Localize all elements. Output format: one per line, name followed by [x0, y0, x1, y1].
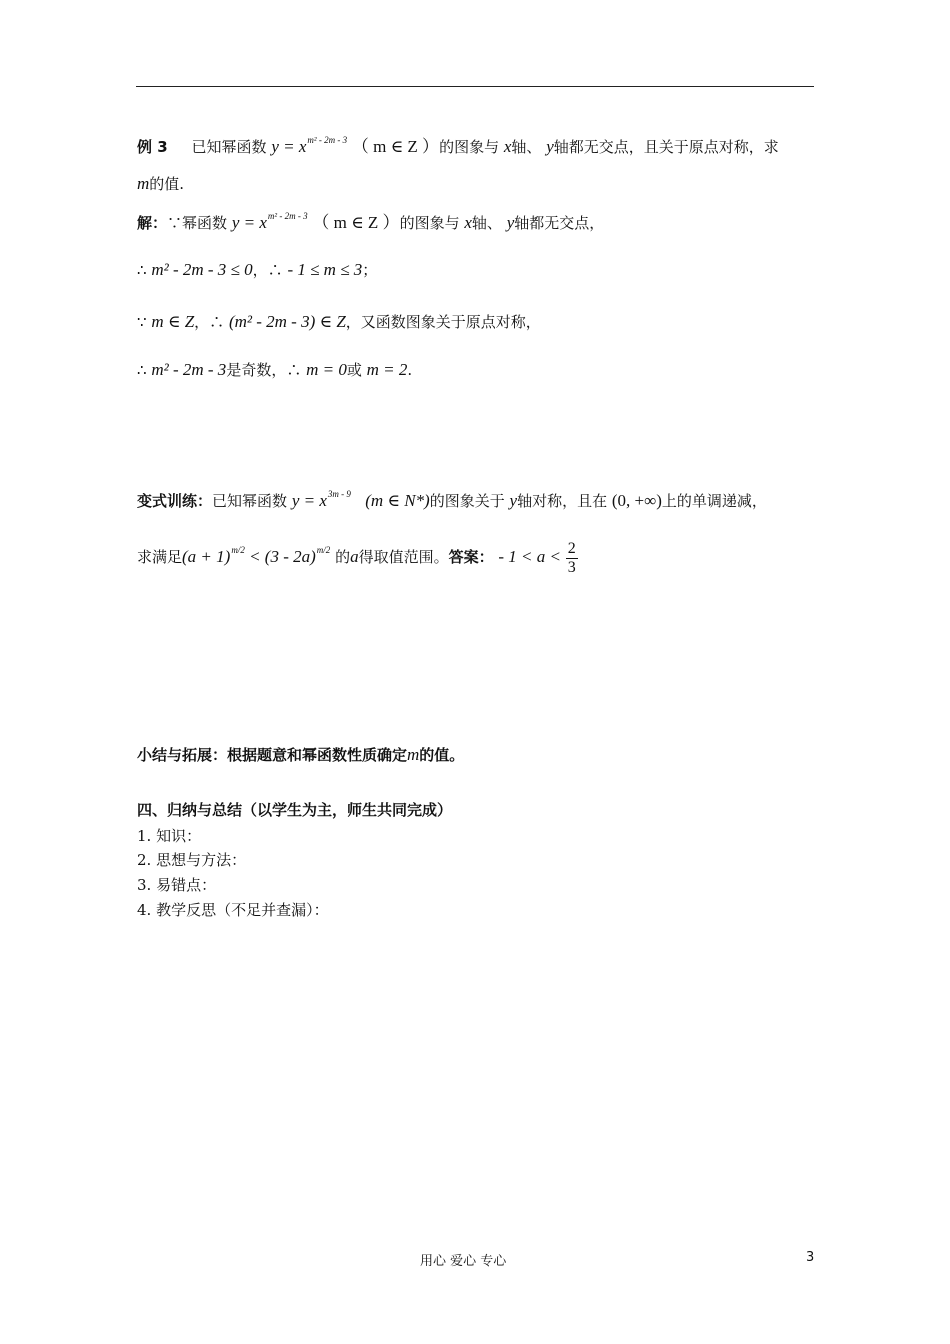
formula-base: y = x [271, 137, 307, 156]
solution-text: . [407, 361, 413, 379]
solution-text: 轴、 [471, 214, 502, 232]
therefore-symbol: ∴ [137, 361, 147, 379]
m-in-z: m ∈ Z [151, 312, 195, 331]
m-variable: m [407, 745, 420, 764]
footer-text: 用心 爱心 专心 [420, 1254, 507, 1269]
answer-fraction [566, 540, 578, 577]
solution-text: ，又函数图象关于原点对称， [345, 313, 541, 331]
variant-text: 轴对称，且在 [517, 492, 608, 510]
exponent-expression: m² - 2m - 3 [151, 360, 227, 379]
solution-label: 解： [137, 214, 168, 232]
formula-exponent: m² - 2m - 3 [307, 135, 348, 145]
formula-condition: （ m ∈ Z ） [351, 137, 440, 156]
section-4-title: 四、归纳与总结（以学生为主，师生共同完成） [137, 801, 453, 819]
fraction-numerator: 2 [567, 539, 576, 557]
solution-text: ∵幂函数 [167, 214, 228, 232]
therefore-symbol: ∴ [137, 261, 147, 279]
solution-text: 的图象与 [399, 214, 460, 232]
variant-text: 的 [335, 548, 351, 566]
page-number: 3 [806, 1250, 815, 1265]
inequality-expression [182, 547, 330, 566]
example-3-line-2 [137, 174, 184, 194]
example-text: 轴都无交点，且关于原点对称，求 [553, 138, 779, 156]
x-variable: x [464, 213, 472, 232]
variant-line-1 [137, 484, 767, 511]
answer-m-2: m = 2 [366, 360, 408, 379]
m-variable: m [137, 174, 150, 193]
summary-line [137, 745, 464, 765]
answer-label: 答案： [448, 548, 494, 566]
header-rule [136, 86, 814, 87]
solution-text: ； [362, 261, 378, 279]
formula-exponent: m² - 2m - 3 [267, 211, 308, 221]
exponent-in-z: (m² - 2m - 3) ∈ Z [228, 312, 346, 331]
summary-text: 小结与拓展：根据题意和幂函数性质确定 [137, 746, 408, 764]
section-4-item: 2. 思想与方法： [137, 851, 247, 869]
because-symbol: ∵ [137, 313, 147, 331]
example-text: 的图象与 [439, 138, 500, 156]
variant-text: 得取值范围。 [358, 548, 449, 566]
y-variable: y [506, 213, 515, 232]
section-4-item: 3. 易错点： [137, 876, 217, 894]
formula-exponent: 3m - 9 [327, 489, 351, 499]
x-variable: x [503, 137, 512, 156]
formula-condition: （ m ∈ Z ） [312, 213, 400, 232]
variant-line-2 [137, 530, 578, 577]
solution-formula [232, 213, 308, 232]
y-variable: y [509, 491, 518, 510]
example-text: 的值. [149, 175, 185, 193]
fraction-denominator: 3 [567, 558, 576, 576]
example-label: 例 3 [137, 138, 168, 156]
inequality-1: m² - 2m - 3 ≤ 0 [151, 260, 253, 279]
example-text: 轴、 [511, 138, 542, 156]
section-4-item: 4. 教学反思（不足并查漏）： [137, 901, 329, 919]
solution-line-2 [137, 260, 377, 280]
a-variable: a [350, 547, 359, 566]
ineq-right: < (3 - 2a) [244, 547, 316, 566]
ineq-left: (a + 1) [182, 547, 231, 566]
power-function-formula [271, 137, 347, 156]
solution-line-3 [137, 312, 541, 332]
section-4-item: 1. 知识： [137, 827, 202, 845]
therefore-symbol: ，∴ [194, 313, 225, 331]
variant-text: 求满足 [137, 548, 183, 566]
answer-expression: - 1 < a < [498, 547, 561, 566]
example-text: 已知幂函数 [191, 138, 267, 156]
variant-label: 变式训练： [137, 492, 213, 510]
interval: (0, +∞) [611, 491, 662, 510]
formula-base: y = x [291, 491, 327, 510]
ineq-exp: m/2 [316, 545, 331, 555]
answer-m-0: m = 0 [306, 360, 347, 379]
solution-text: 轴都无交点， [514, 214, 605, 232]
variant-formula [292, 491, 351, 510]
formula-base: y = x [231, 213, 267, 232]
formula-condition: (m ∈ N*) [365, 491, 430, 510]
therefore-symbol: ，∴ [252, 261, 283, 279]
solution-text: 或 [346, 361, 362, 379]
solution-text: 是奇数，∴ [226, 361, 302, 379]
summary-text: 的值。 [419, 746, 465, 764]
ineq-exp: m/2 [231, 545, 245, 555]
solution-line-4 [137, 360, 412, 380]
y-variable: y [546, 137, 554, 156]
solution-line-1 [137, 206, 604, 233]
variant-text: 的图象关于 [429, 492, 505, 510]
variant-text: 上的单调递减， [661, 492, 767, 510]
example-3-line-1 [137, 130, 779, 157]
variant-text: 已知幂函数 [212, 492, 288, 510]
inequality-2: - 1 ≤ m ≤ 3 [287, 260, 363, 279]
